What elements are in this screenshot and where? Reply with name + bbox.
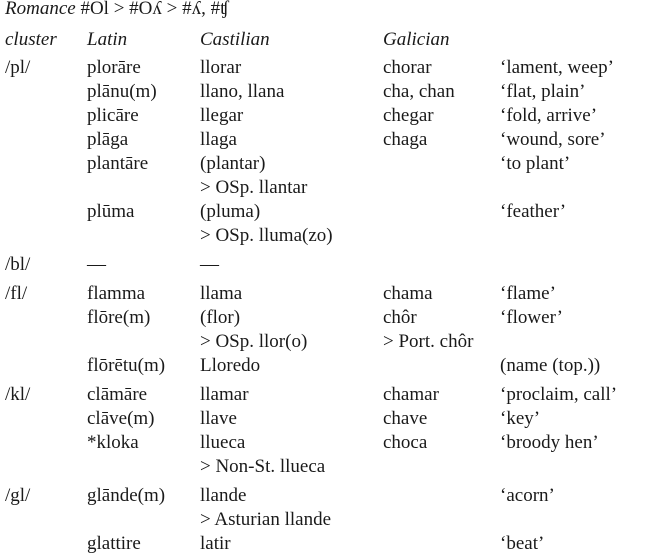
- cell-galician: chaga: [383, 129, 428, 150]
- title-formula: #Ol > #Oʎ > #ʎ, #ʧ: [80, 0, 229, 19]
- cell-gloss: ‘flat, plain’: [500, 81, 586, 102]
- cell-latin: plūma: [87, 201, 135, 222]
- table-row: [0, 455, 655, 479]
- table-row: [0, 152, 655, 176]
- table-row: [0, 306, 655, 330]
- table-row: [0, 128, 655, 152]
- table-row: [0, 407, 655, 431]
- table-row: [0, 484, 655, 508]
- cell-galician: cha, chan: [383, 81, 455, 102]
- cell-castilian: llorar: [200, 57, 242, 78]
- cell-castilian: llano, llana: [200, 81, 285, 102]
- cell-latin: flamma: [87, 283, 146, 304]
- cell-galician: chegar: [383, 105, 434, 126]
- cell-castilian: (flor): [200, 307, 241, 328]
- cell-gloss: ‘beat’: [500, 533, 545, 554]
- cell-gloss: ‘key’: [500, 408, 541, 429]
- table-row: [0, 282, 655, 306]
- cell-latin: clāve(m): [87, 408, 155, 429]
- cell-gloss: ‘wound, sore’: [500, 129, 606, 150]
- table-row: [0, 104, 655, 128]
- table-row: [0, 253, 655, 277]
- cell-gloss: ‘acorn’: [500, 485, 555, 506]
- cell-castilian: llueca: [200, 432, 246, 453]
- cell-galician: chave: [383, 408, 428, 429]
- cell-castilian: llamar: [200, 384, 249, 405]
- cell-castilian: llaga: [200, 129, 237, 150]
- cell-galician: > Port. chôr: [383, 331, 474, 352]
- cell-castilian: llave: [200, 408, 237, 429]
- header-castilian: Castilian: [200, 29, 270, 50]
- cell-latin: *kloka: [87, 432, 139, 453]
- cell-cluster: /gl/: [5, 485, 31, 506]
- cell-castilian: > Non-St. llueca: [200, 456, 326, 477]
- table-row: [0, 176, 655, 200]
- header-galician: Galician: [383, 29, 450, 50]
- cell-latin: flōre(m): [87, 307, 151, 328]
- cell-castilian: llegar: [200, 105, 244, 126]
- cell-cluster: /kl/: [5, 384, 31, 405]
- cell-latin: glattire: [87, 533, 141, 554]
- cell-castilian: Lloredo: [200, 355, 261, 376]
- cell-castilian: (pluma): [200, 201, 261, 222]
- cell-latin: clāmāre: [87, 384, 148, 405]
- cell-gloss: ‘lament, weep’: [500, 57, 614, 78]
- table-row: [0, 431, 655, 455]
- cell-castilian: latir: [200, 533, 231, 554]
- table-row: [0, 508, 655, 532]
- table-row: [0, 224, 655, 248]
- table-row: [0, 56, 655, 80]
- cell-gloss: ‘broody hen’: [500, 432, 599, 453]
- cell-castilian: llande: [200, 485, 247, 506]
- table-row: [0, 80, 655, 104]
- cell-gloss: ‘flame’: [500, 283, 556, 304]
- cell-latin: plicāre: [87, 105, 139, 126]
- cell-gloss: (name (top.)): [500, 355, 601, 376]
- table-row: [0, 354, 655, 378]
- cell-cluster: /bl/: [5, 254, 31, 275]
- cell-castilian: llama: [200, 283, 243, 304]
- cell-castilian: > Asturian llande: [200, 509, 332, 530]
- cell-latin: flōrētu(m): [87, 355, 166, 376]
- header-row: [0, 28, 655, 52]
- table-row: [0, 330, 655, 354]
- cell-castilian: > OSp. llor(o): [200, 331, 308, 352]
- table-title: [5, 0, 229, 20]
- cell-castilian: > OSp. lluma(zo): [200, 225, 333, 246]
- cell-galician: chamar: [383, 384, 439, 405]
- cell-castilian: —: [200, 254, 219, 275]
- cell-gloss: ‘proclaim, call’: [500, 384, 618, 405]
- cell-latin: —: [87, 254, 106, 275]
- table-row: [0, 383, 655, 407]
- cell-cluster: /pl/: [5, 57, 31, 78]
- cell-latin: glānde(m): [87, 485, 166, 506]
- header-latin: Latin: [87, 29, 128, 50]
- header-cluster: cluster: [5, 29, 57, 50]
- table-row: [0, 532, 655, 556]
- cell-gloss: ‘to plant’: [500, 153, 571, 174]
- cell-latin: plantāre: [87, 153, 149, 174]
- cell-galician: chôr: [383, 307, 417, 328]
- cell-galician: chama: [383, 283, 433, 304]
- title-label: Romance: [5, 0, 76, 19]
- cell-gloss: ‘fold, arrive’: [500, 105, 598, 126]
- cell-cluster: /fl/: [5, 283, 28, 304]
- cell-castilian: > OSp. llantar: [200, 177, 308, 198]
- cell-latin: plānu(m): [87, 81, 157, 102]
- cell-latin: plorāre: [87, 57, 141, 78]
- cell-gloss: ‘feather’: [500, 201, 567, 222]
- table-row: [0, 200, 655, 224]
- cell-latin: plāga: [87, 129, 129, 150]
- cell-galician: choca: [383, 432, 428, 453]
- cell-galician: chorar: [383, 57, 432, 78]
- cell-gloss: ‘flower’: [500, 307, 563, 328]
- cell-castilian: (plantar): [200, 153, 266, 174]
